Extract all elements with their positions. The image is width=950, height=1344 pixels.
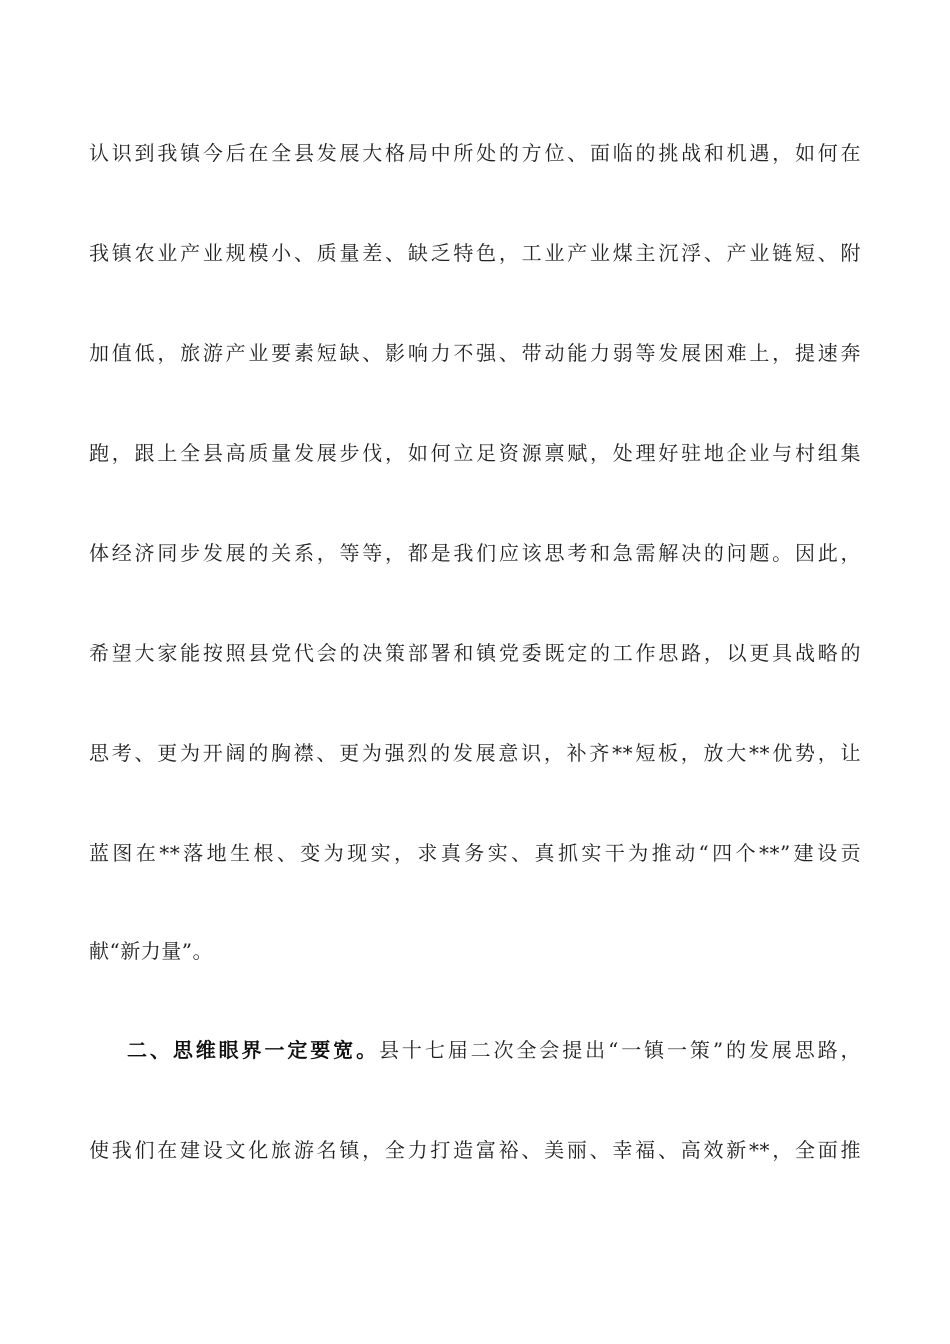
- paragraph-line: 献“新力量”。: [89, 939, 213, 963]
- section-two-heading: 二、思维眼界一定要宽。: [127, 1038, 379, 1062]
- paragraph-line: 希望大家能按照县党代会的决策部署和镇党委既定的工作思路，以更具战略的: [89, 641, 861, 665]
- paragraph-line: 跑，跟上全县高质量发展步伐，如何立足资源禀赋，处理好驻地企业与村组集: [89, 441, 861, 465]
- paragraph-line: 体经济同步发展的关系，等等，都是我们应该思考和急需解决的问题。因此，: [89, 541, 861, 565]
- paragraph-line: 我镇农业产业规模小、质量差、缺乏特色，工业产业煤主沉浮、产业链短、附: [89, 241, 861, 265]
- section-two-text: 县十七届二次全会提出“一镇一策”的发展思路，: [379, 1038, 862, 1062]
- section-two-first-line: [127, 1038, 861, 1062]
- paragraph-line: 蓝图在**落地生根、变为现实，求真务实、真抓实干为推动“四个**”建设贡: [89, 841, 861, 865]
- paragraph-line: 思考、更为开阔的胸襟、更为强烈的发展意识，补齐**短板，放大**优势，让: [89, 741, 861, 765]
- paragraph-line: 加值低，旅游产业要素短缺、影响力不强、带动能力弱等发展困难上，提速奔: [89, 341, 861, 365]
- paragraph-line: 使我们在建设文化旅游名镇，全力打造富裕、美丽、幸福、高效新**，全面推: [89, 1138, 861, 1162]
- paragraph-line: 认识到我镇今后在全县发展大格局中所处的方位、面临的挑战和机遇，如何在: [89, 141, 861, 165]
